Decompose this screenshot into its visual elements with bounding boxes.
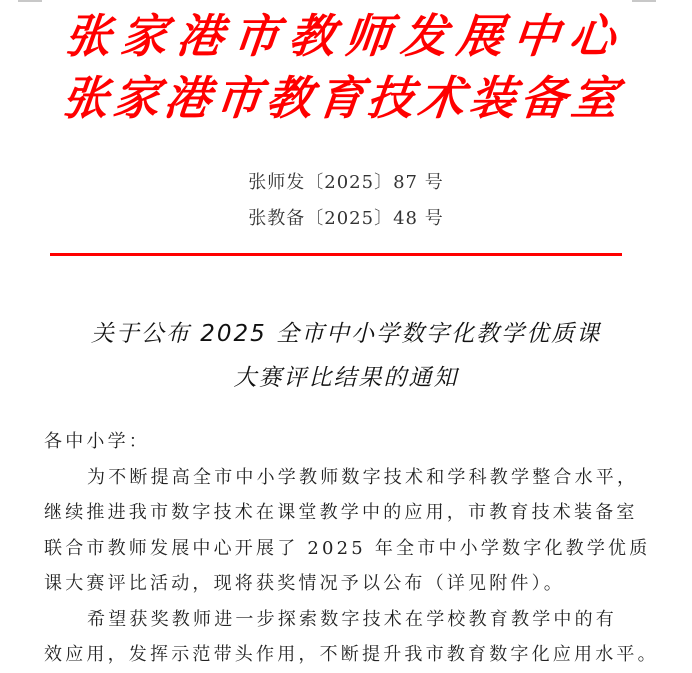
letterhead-line-education-technology-office — [60, 70, 620, 126]
letterhead-char: 备 — [517, 71, 570, 125]
letterhead-char: 教 — [286, 9, 338, 63]
letterhead-char: 张 — [59, 71, 112, 125]
notice-title-line-2: 大赛评比结果的通知 — [233, 365, 459, 391]
crop-mark-top-right — [632, 0, 656, 2]
body-paragraph-2-line-1: 希望获奖教师进一步探索数字技术在学校教育教学中的有 — [87, 608, 617, 630]
letterhead-char: 教 — [263, 71, 315, 125]
letterhead-char: 中 — [510, 9, 562, 63]
notice-title — [0, 312, 692, 400]
letterhead-line-teacher-development-center — [60, 8, 620, 64]
document-number-teacher-center: 张师发〔2025〕87 号 — [248, 172, 444, 193]
notice-body — [44, 424, 659, 673]
document-number-equipment-office: 张教备〔2025〕48 号 — [248, 208, 444, 229]
letterhead-char: 装 — [466, 71, 519, 125]
notice-title-line-1: 关于公布 2025 全市中小学数字化教学优质课 — [90, 321, 602, 347]
letterhead-char: 心 — [566, 9, 618, 63]
letterhead-char: 术 — [415, 71, 468, 125]
letterhead-char: 市 — [230, 9, 282, 63]
letterhead-char: 室 — [568, 71, 621, 125]
letterhead-char: 展 — [454, 9, 506, 63]
letterhead-char: 港 — [174, 9, 226, 63]
letterhead-char: 港 — [161, 71, 214, 125]
letterhead-char: 发 — [398, 9, 450, 63]
document-numbers — [0, 165, 692, 237]
letterhead-char: 张 — [62, 9, 114, 63]
letterhead-char: 师 — [342, 9, 394, 63]
body-paragraph-1-line-1: 为不断提高全市中小学教师数字技术和学科教学整合水平， — [87, 466, 639, 488]
letterhead-char: 技 — [365, 71, 417, 125]
red-separator-line — [50, 253, 622, 256]
letterhead-char: 育 — [314, 71, 366, 125]
letterhead-char: 家 — [118, 9, 170, 63]
letterhead-char: 市 — [212, 71, 265, 125]
body-paragraph-1-line-4: 课大赛评比活动，现将获奖情况予以公布（详见附件）。 — [44, 573, 565, 594]
body-paragraph-1-line-3: 联合市教师发展中心开展了 2025 年全市中小学数字化教学优质 — [44, 537, 651, 559]
crop-mark-top-left — [18, 0, 42, 2]
body-paragraph-1-line-2: 继续推进我市数字技术在课堂教学中的应用，市教育技术装备室 — [44, 502, 638, 523]
salutation: 各中小学： — [44, 431, 150, 452]
body-paragraph-2-line-2: 效应用，发挥示范带头作用，不断提升我市教育数字化应用水平。 — [44, 644, 659, 665]
letterhead-char: 家 — [110, 71, 163, 125]
